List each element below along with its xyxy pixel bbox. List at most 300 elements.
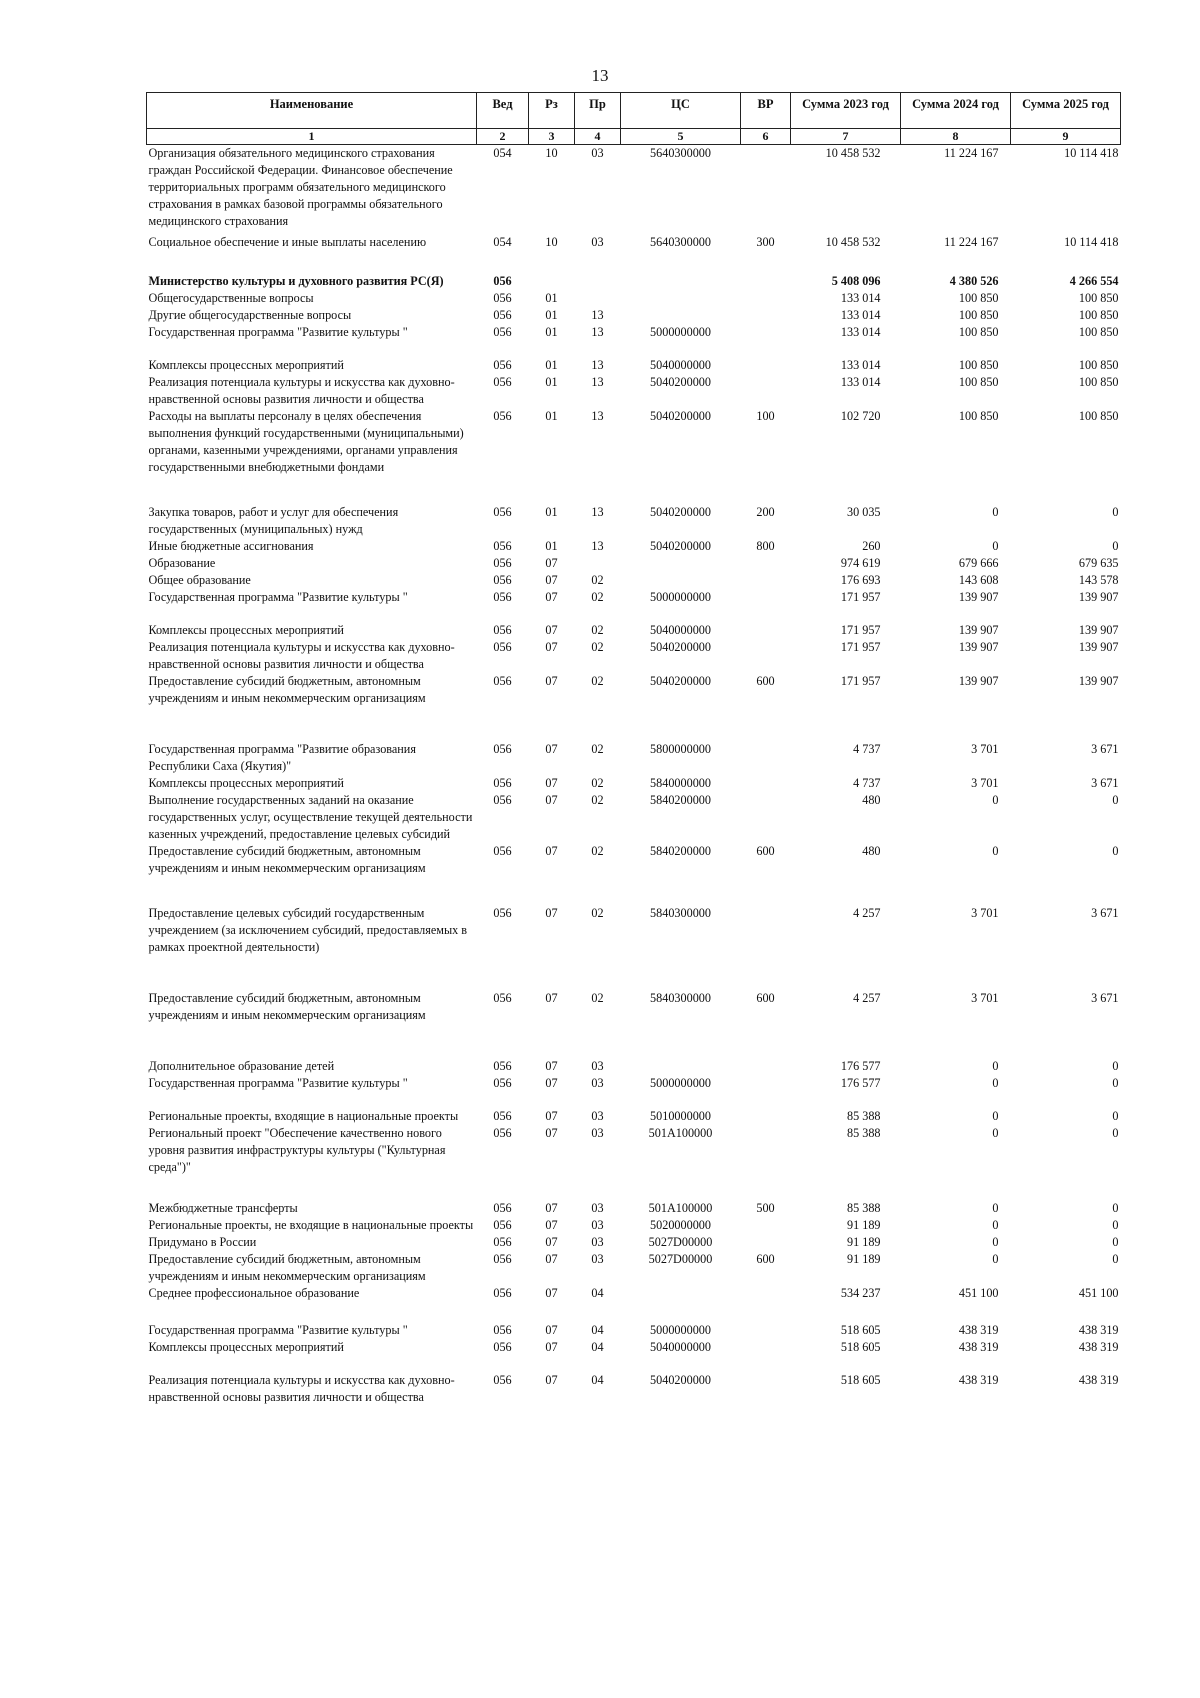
cell-sum-2023: 4 257 xyxy=(853,991,881,1005)
cell-sum-2024: 679 666 xyxy=(958,556,999,570)
cell-sum-2023: 176 693 xyxy=(840,573,881,587)
cell-ved: 056 xyxy=(493,1126,512,1140)
cell-rz: 07 xyxy=(545,623,558,637)
cell-pr: 03 xyxy=(591,1201,604,1215)
cell-ved: 056 xyxy=(493,325,512,339)
cell-rz: 07 xyxy=(545,844,558,858)
cell-cs: 5640300000 xyxy=(650,235,711,249)
cell-name: Предоставление субсидий бюджетным, автономным учреждениям и иным некоммерческим организациям xyxy=(148,844,426,875)
cell-name: Другие общегосударственные вопросы xyxy=(148,308,352,322)
cell-sum-2025: 0 xyxy=(1112,539,1119,553)
cell-pr: 02 xyxy=(591,776,604,790)
cell-pr: 03 xyxy=(591,1076,604,1090)
cell-rz: 07 xyxy=(545,906,558,920)
cell-vr: 600 xyxy=(756,1252,775,1266)
cell-cs xyxy=(621,307,741,324)
cell-sum-2024: 451 100 xyxy=(958,1286,999,1300)
cell-pr: 13 xyxy=(591,358,604,372)
cell-sum-2023: 176 577 xyxy=(840,1076,881,1090)
cell-rz: 07 xyxy=(545,991,558,1005)
cell-sum-2024: 0 xyxy=(992,1201,999,1215)
cell-cs: 5040200000 xyxy=(650,1373,711,1387)
cell-sum-2025: 100 850 xyxy=(1078,358,1119,372)
cell-sum-2025: 10 114 418 xyxy=(1064,146,1119,160)
cell-sum-2023: 518 605 xyxy=(840,1340,881,1354)
cell-sum-2024: 143 608 xyxy=(958,573,999,587)
cell-vr: 300 xyxy=(756,235,775,249)
cell-sum-2025: 100 850 xyxy=(1078,291,1119,305)
cell-sum-2023: 85 388 xyxy=(846,1109,881,1123)
cell-ved: 056 xyxy=(493,358,512,372)
cell-pr: 03 xyxy=(591,1218,604,1232)
cell-rz: 10 xyxy=(545,235,558,249)
cell-rz: 07 xyxy=(545,1109,558,1123)
cell-cs: 5040000000 xyxy=(650,1340,711,1354)
cell-pr: 04 xyxy=(591,1340,604,1354)
cell-vr xyxy=(741,290,791,307)
cell-sum-2025: 100 850 xyxy=(1078,325,1119,339)
cell-name: Социальное обеспечение и иные выплаты населению xyxy=(148,235,427,249)
cell-vr: 600 xyxy=(756,844,775,858)
cell-cs xyxy=(621,555,741,572)
cell-pr: 02 xyxy=(591,991,604,1005)
table-row xyxy=(147,741,1121,775)
cell-vr xyxy=(741,374,791,408)
cell-pr: 02 xyxy=(591,623,604,637)
cell-sum-2024: 139 907 xyxy=(958,623,999,637)
cell-vr xyxy=(741,1234,791,1251)
cell-sum-2024: 100 850 xyxy=(958,291,999,305)
cell-cs: 5840300000 xyxy=(650,906,711,920)
cell-vr xyxy=(741,1285,791,1322)
cell-vr xyxy=(741,307,791,324)
cell-vr: 600 xyxy=(756,674,775,688)
table-row xyxy=(147,1322,1121,1339)
cell-pr: 03 xyxy=(591,1126,604,1140)
cell-sum-2024: 3 701 xyxy=(971,776,999,790)
cell-pr: 02 xyxy=(591,590,604,604)
cell-ved: 056 xyxy=(493,1373,512,1387)
cell-sum-2025: 438 319 xyxy=(1078,1323,1119,1337)
cell-sum-2024: 0 xyxy=(992,505,999,519)
cell-cs: 5040200000 xyxy=(650,409,711,423)
table-row xyxy=(147,234,1121,273)
cell-vr xyxy=(741,792,791,843)
table-row xyxy=(147,990,1121,1058)
cell-vr xyxy=(741,1217,791,1234)
header-ved: Вед xyxy=(477,93,529,129)
cell-rz: 07 xyxy=(545,556,558,570)
cell-cs: 5840000000 xyxy=(650,776,711,790)
cell-sum-2023: 171 957 xyxy=(840,590,881,604)
cell-sum-2024: 139 907 xyxy=(958,640,999,654)
cell-cs: 5640300000 xyxy=(650,146,711,160)
cell-cs: 5000000000 xyxy=(650,1076,711,1090)
cell-sum-2024: 0 xyxy=(992,539,999,553)
cell-cs: 5840200000 xyxy=(650,793,711,807)
table-row xyxy=(147,639,1121,673)
cell-pr: 13 xyxy=(591,308,604,322)
cell-vr xyxy=(741,324,791,357)
header-sum-2024: Сумма 2024 год xyxy=(901,93,1011,129)
cell-cs: 5840300000 xyxy=(650,991,711,1005)
cell-sum-2025: 0 xyxy=(1112,793,1119,807)
cell-sum-2025: 3 671 xyxy=(1091,906,1119,920)
cell-sum-2025: 438 319 xyxy=(1078,1340,1119,1354)
cell-pr: 03 xyxy=(591,1059,604,1073)
cell-sum-2023: 974 619 xyxy=(840,556,881,570)
cell-rz: 01 xyxy=(545,358,558,372)
cell-ved: 056 xyxy=(493,742,512,756)
cell-vr xyxy=(741,589,791,622)
cell-sum-2024: 0 xyxy=(992,1126,999,1140)
table-row xyxy=(147,1217,1121,1234)
cell-cs: 5840200000 xyxy=(650,844,711,858)
cell-cs: 5800000000 xyxy=(650,742,711,756)
cell-cs: 501A100000 xyxy=(648,1126,713,1140)
cell-rz: 07 xyxy=(545,742,558,756)
cell-ved: 056 xyxy=(493,1109,512,1123)
cell-pr: 03 xyxy=(591,1109,604,1123)
cell-name: Среднее профессиональное образование xyxy=(148,1286,360,1300)
table-row xyxy=(147,905,1121,990)
cell-rz: 07 xyxy=(545,640,558,654)
cell-sum-2023: 171 957 xyxy=(840,674,881,688)
cell-sum-2023: 91 189 xyxy=(846,1235,881,1249)
cell-name: Предоставление субсидий бюджетным, автономным учреждениям и иным некоммерческим организациям xyxy=(148,674,426,705)
table-row xyxy=(147,1125,1121,1200)
cell-sum-2024: 438 319 xyxy=(958,1340,999,1354)
cell-vr xyxy=(741,639,791,673)
table-row xyxy=(147,1234,1121,1251)
cell-sum-2025: 3 671 xyxy=(1091,742,1119,756)
cell-name: Комплексы процессных мероприятий xyxy=(148,358,344,372)
cell-rz: 01 xyxy=(545,291,558,305)
cell-pr: 13 xyxy=(591,325,604,339)
cell-cs xyxy=(621,1285,741,1322)
cell-sum-2023: 171 957 xyxy=(840,640,881,654)
table-row xyxy=(147,145,1121,235)
cell-pr: 03 xyxy=(591,1235,604,1249)
cell-rz: 07 xyxy=(545,1286,558,1300)
cell-pr: 13 xyxy=(591,539,604,553)
cell-rz: 07 xyxy=(545,1235,558,1249)
cell-sum-2023: 5 408 096 xyxy=(831,274,881,288)
cell-rz: 07 xyxy=(545,776,558,790)
table-header xyxy=(147,93,1121,145)
column-number: 3 xyxy=(529,129,575,145)
cell-cs xyxy=(621,273,741,290)
cell-ved: 056 xyxy=(493,1059,512,1073)
cell-rz: 01 xyxy=(545,308,558,322)
table-row xyxy=(147,792,1121,843)
cell-name: Предоставление субсидий бюджетным, автономным учреждениям и иным некоммерческим организациям xyxy=(148,991,426,1022)
cell-name: Реализация потенциала культуры и искусства как духовно-нравственной основы развития личности и общества xyxy=(148,1373,455,1404)
cell-cs: 501A100000 xyxy=(648,1201,713,1215)
cell-cs: 5000000000 xyxy=(650,325,711,339)
cell-vr xyxy=(741,1125,791,1200)
cell-rz: 01 xyxy=(545,505,558,519)
cell-pr: 04 xyxy=(591,1323,604,1337)
cell-vr xyxy=(741,145,791,235)
budget-table xyxy=(146,92,1121,1406)
cell-sum-2023: 4 737 xyxy=(853,742,881,756)
cell-sum-2025: 3 671 xyxy=(1091,776,1119,790)
table-row xyxy=(147,622,1121,639)
cell-ved: 056 xyxy=(493,793,512,807)
cell-ved: 056 xyxy=(493,1340,512,1354)
cell-rz: 07 xyxy=(545,1340,558,1354)
cell-vr xyxy=(741,1075,791,1108)
cell-cs: 5027D00000 xyxy=(648,1252,713,1266)
table-row xyxy=(147,1108,1121,1125)
table-row xyxy=(147,408,1121,504)
cell-ved: 056 xyxy=(493,674,512,688)
header-rz: Рз xyxy=(529,93,575,129)
cell-rz: 07 xyxy=(545,573,558,587)
cell-sum-2024: 438 319 xyxy=(958,1323,999,1337)
cell-name: Придумано в России xyxy=(148,1235,257,1249)
cell-sum-2024: 0 xyxy=(992,1252,999,1266)
header-sum-2023: Сумма 2023 год xyxy=(791,93,901,129)
cell-sum-2024: 11 224 167 xyxy=(944,235,999,249)
cell-pr: 13 xyxy=(591,505,604,519)
cell-sum-2023: 10 458 532 xyxy=(825,235,881,249)
table-row xyxy=(147,589,1121,622)
cell-sum-2024: 0 xyxy=(992,1059,999,1073)
cell-cs xyxy=(621,572,741,589)
cell-vr xyxy=(741,555,791,572)
table-row xyxy=(147,273,1121,290)
cell-vr xyxy=(741,572,791,589)
column-number: 2 xyxy=(477,129,529,145)
cell-sum-2023: 4 737 xyxy=(853,776,881,790)
cell-cs: 5000000000 xyxy=(650,1323,711,1337)
cell-name: Государственная программа "Развитие культуры " xyxy=(148,1076,408,1090)
table-row xyxy=(147,357,1121,374)
table-row xyxy=(147,374,1121,408)
cell-name: Комплексы процессных мероприятий xyxy=(148,776,344,790)
cell-ved: 054 xyxy=(493,146,512,160)
table-row xyxy=(147,1200,1121,1217)
cell-sum-2025: 100 850 xyxy=(1078,308,1119,322)
cell-name: Государственная программа "Развитие культуры " xyxy=(148,590,408,604)
cell-pr: 13 xyxy=(591,409,604,423)
cell-sum-2025: 3 671 xyxy=(1091,991,1119,1005)
cell-rz: 07 xyxy=(545,674,558,688)
cell-rz: 07 xyxy=(545,1218,558,1232)
cell-vr xyxy=(741,775,791,792)
cell-ved: 056 xyxy=(493,1218,512,1232)
cell-sum-2024: 0 xyxy=(992,1235,999,1249)
cell-sum-2024: 0 xyxy=(992,1076,999,1090)
cell-ved: 056 xyxy=(493,291,512,305)
cell-cs: 5040200000 xyxy=(650,539,711,553)
cell-sum-2023: 133 014 xyxy=(840,358,881,372)
cell-name: Межбюджетные трансферты xyxy=(148,1201,298,1215)
table-row xyxy=(147,1075,1121,1108)
cell-sum-2025: 451 100 xyxy=(1078,1286,1119,1300)
header-sum-2025: Сумма 2025 год xyxy=(1011,93,1121,129)
cell-ved: 056 xyxy=(493,274,512,288)
cell-sum-2025: 0 xyxy=(1112,1218,1119,1232)
cell-sum-2025: 139 907 xyxy=(1078,640,1119,654)
cell-sum-2024: 3 701 xyxy=(971,742,999,756)
cell-vr xyxy=(741,741,791,775)
cell-sum-2025: 0 xyxy=(1112,1126,1119,1140)
cell-ved: 056 xyxy=(493,375,512,389)
cell-sum-2024: 100 850 xyxy=(958,409,999,423)
cell-vr xyxy=(741,622,791,639)
cell-sum-2023: 85 388 xyxy=(846,1201,881,1215)
column-number: 1 xyxy=(147,129,477,145)
cell-name: Выполнение государственных заданий на оказание государственных услуг, осуществление текущей деятельности казенных учреждений, предоставление целевых субсидий xyxy=(148,793,473,841)
cell-cs: 5027D00000 xyxy=(648,1235,713,1249)
cell-sum-2023: 85 388 xyxy=(846,1126,881,1140)
cell-rz: 07 xyxy=(545,1201,558,1215)
cell-ved: 056 xyxy=(493,844,512,858)
cell-ved: 056 xyxy=(493,1252,512,1266)
cell-sum-2023: 133 014 xyxy=(840,308,881,322)
cell-name: Комплексы процессных мероприятий xyxy=(148,1340,344,1354)
cell-sum-2025: 100 850 xyxy=(1078,409,1119,423)
cell-rz: 01 xyxy=(545,325,558,339)
cell-cs: 5040200000 xyxy=(650,674,711,688)
cell-sum-2023: 176 577 xyxy=(840,1059,881,1073)
cell-sum-2025: 0 xyxy=(1112,844,1119,858)
cell-name: Общегосударственные вопросы xyxy=(148,291,314,305)
cell-cs: 5040000000 xyxy=(650,358,711,372)
cell-name: Общее образование xyxy=(148,573,251,587)
cell-pr: 02 xyxy=(591,793,604,807)
cell-ved: 056 xyxy=(493,573,512,587)
cell-sum-2025: 139 907 xyxy=(1078,623,1119,637)
cell-vr xyxy=(741,273,791,290)
cell-pr: 03 xyxy=(591,146,604,160)
cell-name: Государственная программа "Развитие образования Республики Саха (Якутия)" xyxy=(148,742,416,773)
cell-name: Комплексы процессных мероприятий xyxy=(148,623,344,637)
cell-sum-2024: 100 850 xyxy=(958,308,999,322)
cell-cs: 5040200000 xyxy=(650,640,711,654)
cell-cs: 5040000000 xyxy=(650,623,711,637)
cell-name: Реализация потенциала культуры и искусства как духовно-нравственной основы развития личности и общества xyxy=(148,640,455,671)
table-row xyxy=(147,324,1121,357)
cell-vr xyxy=(741,357,791,374)
cell-pr: 13 xyxy=(591,375,604,389)
cell-ved: 056 xyxy=(493,1286,512,1300)
cell-pr: 02 xyxy=(591,906,604,920)
cell-ved: 056 xyxy=(493,906,512,920)
cell-pr: 02 xyxy=(591,640,604,654)
cell-sum-2023: 518 605 xyxy=(840,1373,881,1387)
cell-vr: 600 xyxy=(756,991,775,1005)
cell-rz: 07 xyxy=(545,1323,558,1337)
table-row xyxy=(147,307,1121,324)
cell-sum-2024: 4 380 526 xyxy=(949,274,999,288)
cell-pr xyxy=(575,273,621,290)
table-body xyxy=(147,145,1121,1407)
cell-sum-2023: 30 035 xyxy=(846,505,881,519)
cell-ved: 056 xyxy=(493,991,512,1005)
table-row xyxy=(147,1285,1121,1322)
cell-sum-2023: 480 xyxy=(862,793,881,807)
cell-ved: 056 xyxy=(493,539,512,553)
cell-vr xyxy=(741,1058,791,1075)
cell-rz: 07 xyxy=(545,793,558,807)
cell-name: Предоставление целевых субсидий государственным учреждением (за исключением субсидий, предоставляемых в рамках проектной деятельности) xyxy=(148,906,468,954)
table-row xyxy=(147,555,1121,572)
cell-name: Государственная программа "Развитие культуры " xyxy=(148,1323,408,1337)
cell-ved: 056 xyxy=(493,590,512,604)
column-number: 9 xyxy=(1011,129,1121,145)
cell-ved: 056 xyxy=(493,1076,512,1090)
cell-sum-2025: 139 907 xyxy=(1078,590,1119,604)
cell-name: Организация обязательного медицинского страхования граждан Российской Федерации. Финансовое обеспечение территориальных программ обязательного медицинского страхования в рамках базовой программы обязательного медицинского страхования xyxy=(148,146,453,228)
cell-pr: 03 xyxy=(591,1252,604,1266)
cell-rz: 01 xyxy=(545,409,558,423)
header-row xyxy=(147,93,1121,129)
page-number: 13 xyxy=(591,66,609,85)
cell-vr xyxy=(741,1322,791,1339)
cell-cs: 5000000000 xyxy=(650,590,711,604)
cell-vr: 500 xyxy=(756,1201,775,1215)
cell-ved: 056 xyxy=(493,308,512,322)
cell-rz: 01 xyxy=(545,375,558,389)
cell-ved: 054 xyxy=(493,235,512,249)
cell-sum-2023: 260 xyxy=(862,539,881,553)
cell-sum-2025: 438 319 xyxy=(1078,1373,1119,1387)
cell-sum-2024: 100 850 xyxy=(958,375,999,389)
cell-sum-2024: 100 850 xyxy=(958,358,999,372)
cell-name: Закупка товаров, работ и услуг для обеспечения государственных (муниципальных) нужд xyxy=(148,505,399,536)
cell-pr: 02 xyxy=(591,844,604,858)
cell-sum-2023: 91 189 xyxy=(846,1252,881,1266)
cell-sum-2023: 91 189 xyxy=(846,1218,881,1232)
cell-sum-2025: 679 635 xyxy=(1078,556,1119,570)
cell-pr: 02 xyxy=(591,742,604,756)
header-name: Наименование xyxy=(147,93,477,129)
cell-rz: 07 xyxy=(545,590,558,604)
cell-sum-2024: 100 850 xyxy=(958,325,999,339)
cell-sum-2025: 0 xyxy=(1112,1235,1119,1249)
column-number: 5 xyxy=(621,129,741,145)
cell-pr: 04 xyxy=(591,1373,604,1387)
cell-cs xyxy=(621,1058,741,1075)
cell-ved: 056 xyxy=(493,623,512,637)
cell-vr: 100 xyxy=(756,409,775,423)
cell-sum-2024: 139 907 xyxy=(958,674,999,688)
cell-name: Расходы на выплаты персоналу в целях обеспечения выполнения функций государственными (муниципальными) органами, казенными учреждениями, органами управления государственными внебюджетными фондами xyxy=(148,409,464,474)
header-cs: ЦС xyxy=(621,93,741,129)
cell-rz: 01 xyxy=(545,539,558,553)
table-row xyxy=(147,1251,1121,1285)
table-row xyxy=(147,775,1121,792)
cell-sum-2024: 11 224 167 xyxy=(944,146,999,160)
cell-cs: 5020000000 xyxy=(650,1218,711,1232)
cell-rz xyxy=(529,273,575,290)
cell-sum-2025: 139 907 xyxy=(1078,674,1119,688)
cell-sum-2024: 0 xyxy=(992,1218,999,1232)
cell-sum-2023: 171 957 xyxy=(840,623,881,637)
cell-vr xyxy=(741,905,791,990)
cell-pr: 03 xyxy=(591,235,604,249)
header-pr: Пр xyxy=(575,93,621,129)
cell-sum-2023: 102 720 xyxy=(840,409,881,423)
cell-cs xyxy=(621,290,741,307)
cell-vr xyxy=(741,1108,791,1125)
cell-sum-2023: 133 014 xyxy=(840,325,881,339)
cell-sum-2024: 139 907 xyxy=(958,590,999,604)
